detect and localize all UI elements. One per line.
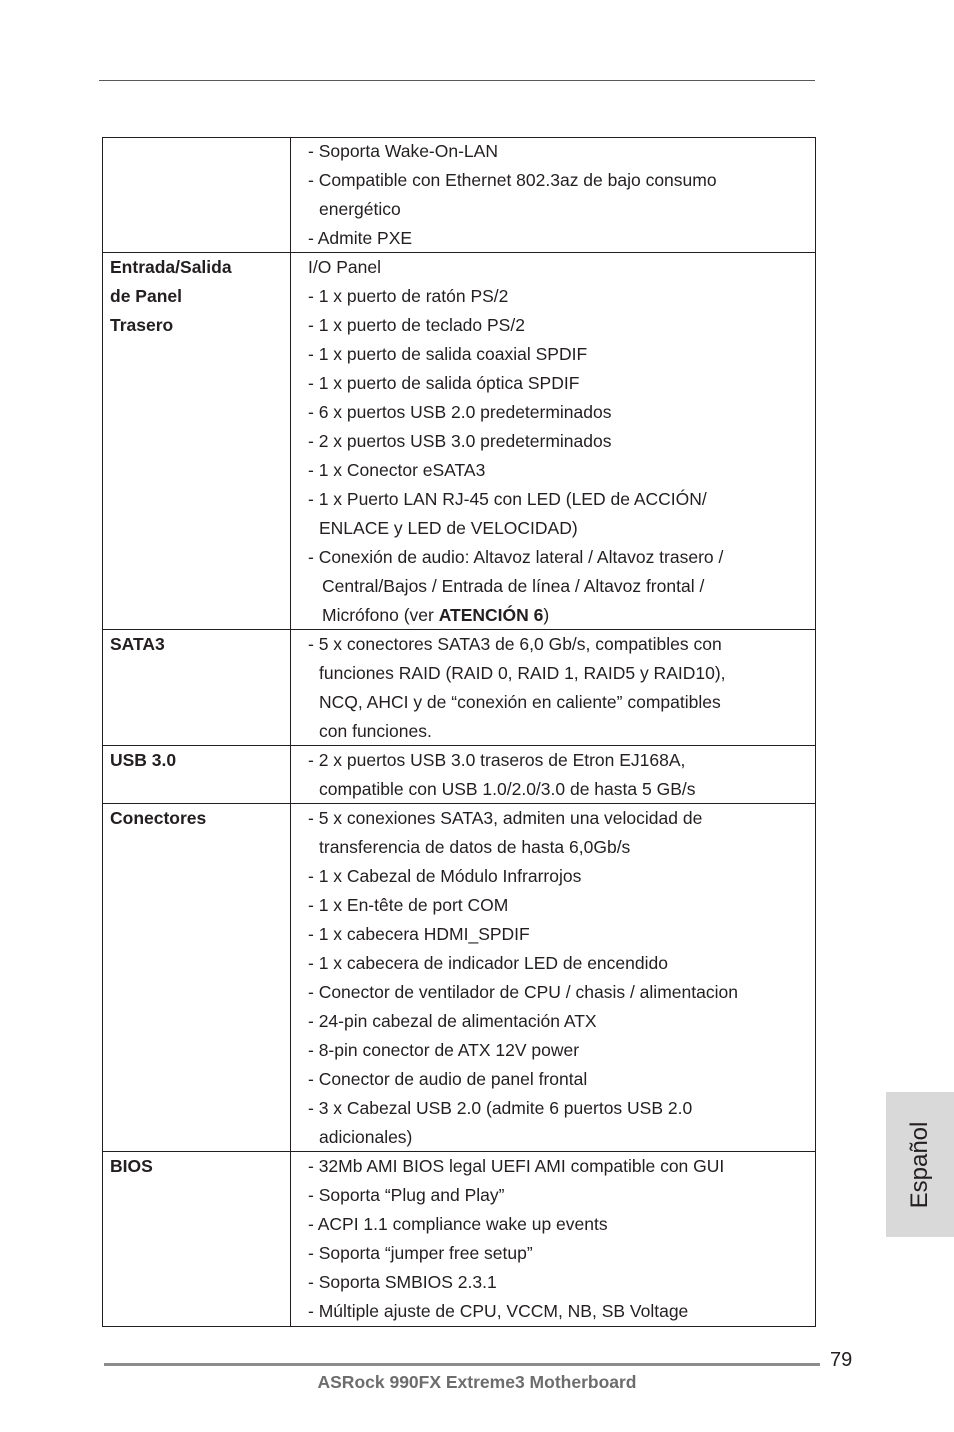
spec-line-text: - 5 x conectores SATA3 de 6,0 Gb/s, compatibles con <box>308 634 722 654</box>
spec-line <box>308 253 723 282</box>
spec-line <box>308 920 738 949</box>
spec-line <box>308 195 717 224</box>
spec-label-usb3: USB 3.0 <box>110 750 177 770</box>
spec-line-text: - Conexión de audio: Altavoz lateral / Altavoz trasero / <box>308 547 724 567</box>
spec-line <box>308 601 723 630</box>
spec-line <box>308 1036 738 1065</box>
spec-line-text: - 1 x Puerto LAN RJ-45 con LED (LED de ACCIÓN/ <box>308 489 707 509</box>
spec-line-text: - 1 x cabecera de indicador LED de encendido <box>308 953 668 973</box>
spec-line <box>308 862 738 891</box>
spec-line-text: - Compatible con Ethernet 802.3az de bajo consumo <box>308 170 717 190</box>
spec-line <box>308 949 738 978</box>
spec-line-text: I/O Panel <box>308 257 381 277</box>
spec-line <box>308 427 723 456</box>
spec-line-text: adicionales) <box>319 1127 413 1147</box>
spec-line <box>308 891 738 920</box>
spec-line <box>308 717 726 746</box>
spec-line <box>308 340 723 369</box>
spec-line <box>308 1210 724 1239</box>
spec-line-text: ENLACE y LED de VELOCIDAD) <box>319 518 578 538</box>
footer-title: ASRock 990FX Extreme3 Motherboard <box>317 1372 637 1392</box>
spec-line-text: - 2 x puertos USB 3.0 traseros de Etron EJ168A, <box>308 750 686 770</box>
spec-values-usb3 <box>308 746 695 804</box>
spec-line-text: - 1 x puerto de salida óptica SPDIF <box>308 373 580 393</box>
spec-line-text: - 6 x puertos USB 2.0 predeterminados <box>308 402 612 422</box>
spec-label-bios: BIOS <box>110 1156 153 1176</box>
spec-label-sata3: SATA3 <box>110 634 165 654</box>
spec-line <box>308 1297 724 1326</box>
spec-line <box>308 398 723 427</box>
spec-line-text: compatible con USB 1.0/2.0/3.0 de hasta 5 GB/s <box>319 779 696 799</box>
spec-line-text: - 1 x En-tête de port COM <box>308 895 509 915</box>
spec-line <box>308 224 717 253</box>
column-divider <box>290 138 291 1326</box>
spec-line-text: - Soporta Wake-On-LAN <box>308 141 498 161</box>
spec-line <box>308 1152 724 1181</box>
spec-line-text: - Conector de ventilador de CPU / chasis / alimentacion <box>308 982 738 1002</box>
spec-line-text: - 1 x puerto de salida coaxial SPDIF <box>308 344 588 364</box>
spec-line-text: Central/Bajos / Entrada de línea / Altavoz frontal / <box>322 576 705 596</box>
spec-line <box>308 282 723 311</box>
spec-line-text: con funciones. <box>319 721 432 741</box>
footer-rule <box>104 1363 820 1366</box>
spec-line <box>308 485 723 514</box>
spec-line-tail: ) <box>543 605 550 625</box>
language-tab <box>886 1092 954 1237</box>
spec-label-connectors: Conectores <box>110 808 207 828</box>
spec-line-text: - Múltiple ajuste de CPU, VCCM, NB, SB Voltage <box>308 1301 689 1321</box>
header-rule <box>99 80 815 81</box>
spec-line <box>308 804 738 833</box>
spec-line <box>308 1065 738 1094</box>
spec-line-text: NCQ, AHCI y de “conexión en caliente” compatibles <box>319 692 721 712</box>
spec-line <box>308 543 723 572</box>
spec-label-rear-panel-io: Entrada/Salida de Panel Trasero <box>110 257 232 335</box>
spec-line <box>308 833 738 862</box>
spec-line <box>308 572 723 601</box>
spec-line <box>308 1094 738 1123</box>
spec-line-text: funciones RAID (RAID 0, RAID 1, RAID5 y RAID10), <box>319 663 726 683</box>
spec-line-text: - 1 x Cabezal de Módulo Infrarrojos <box>308 866 582 886</box>
spec-line-text: - 8-pin conector de ATX 12V power <box>308 1040 580 1060</box>
spec-line-text: transferencia de datos de hasta 6,0Gb/s <box>319 837 631 857</box>
note-reference: ATENCIÓN 6 <box>438 605 544 625</box>
spec-line <box>308 630 726 659</box>
spec-line-text: - 1 x puerto de ratón PS/2 <box>308 286 509 306</box>
spec-line-text: - Soporta “Plug and Play” <box>308 1185 505 1205</box>
spec-line-text: - 5 x conexiones SATA3, admiten una velocidad de <box>308 808 703 828</box>
spec-line <box>308 775 695 804</box>
spec-table <box>102 137 816 1327</box>
spec-line <box>308 137 717 166</box>
spec-line-text: - Conector de audio de panel frontal <box>308 1069 588 1089</box>
spec-values-rear-panel-io <box>308 253 723 630</box>
spec-line-text: - Soporta “jumper free setup” <box>308 1243 533 1263</box>
spec-line <box>308 746 695 775</box>
spec-line-text: Micrófono (ver <box>322 605 439 625</box>
spec-line-text: - 1 x puerto de teclado PS/2 <box>308 315 525 335</box>
spec-line-text: - 3 x Cabezal USB 2.0 (admite 6 puertos USB 2.0 <box>308 1098 693 1118</box>
spec-line <box>308 1007 738 1036</box>
spec-line-text: - 1 x Conector eSATA3 <box>308 460 486 480</box>
language-tab-label: Español <box>906 1121 933 1208</box>
spec-line-text: - ACPI 1.1 compliance wake up events <box>308 1214 608 1234</box>
spec-line <box>308 688 726 717</box>
spec-line <box>308 978 738 1007</box>
spec-line-text: - Soporta SMBIOS 2.3.1 <box>308 1272 497 1292</box>
spec-line-text: - 24-pin cabezal de alimentación ATX <box>308 1011 597 1031</box>
spec-line-text: - 2 x puertos USB 3.0 predeterminados <box>308 431 612 451</box>
spec-line <box>308 456 723 485</box>
spec-line <box>308 166 717 195</box>
spec-line <box>308 311 723 340</box>
spec-line-text: - Admite PXE <box>308 228 413 248</box>
spec-line-text: - 1 x cabecera HDMI_SPDIF <box>308 924 530 944</box>
spec-line <box>308 369 723 398</box>
spec-values-lan-continued <box>308 137 717 253</box>
spec-line <box>308 1268 724 1297</box>
spec-line-text: - 32Mb AMI BIOS legal UEFI AMI compatible con GUI <box>308 1156 725 1176</box>
spec-values-connectors <box>308 804 738 1152</box>
spec-line <box>308 514 723 543</box>
spec-line-text: energético <box>319 199 401 219</box>
spec-values-bios <box>308 1152 724 1326</box>
spec-line <box>308 1239 724 1268</box>
spec-line <box>308 659 726 688</box>
spec-values-sata3 <box>308 630 726 746</box>
page-number: 79 <box>830 1349 853 1371</box>
spec-line <box>308 1123 738 1152</box>
spec-line <box>308 1181 724 1210</box>
